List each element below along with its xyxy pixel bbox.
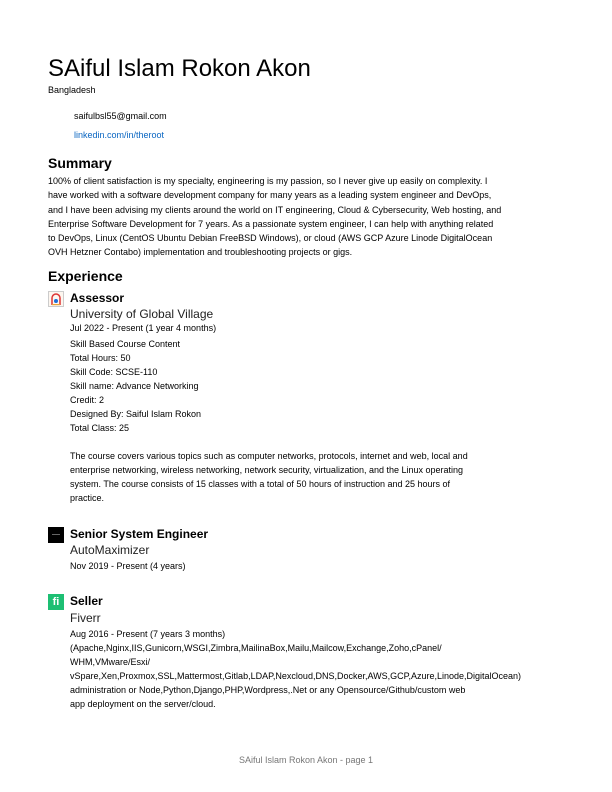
email[interactable]: saifulbsl55@gmail.com — [74, 111, 167, 121]
job-description-line: (Apache,Nginx,IIS,Gunicorn,WSGI,Zimbra,MailinaBox,Mailu,Mailcow,Exchange,Zoho,cPanel/ — [70, 643, 442, 653]
job-detail: Total Class: 25 — [70, 423, 130, 433]
company-name: AutoMaximizer — [70, 543, 150, 557]
fiverr-logo-icon — [48, 594, 64, 610]
job-title: Assessor — [70, 291, 125, 305]
job-description-line: system. The course consists of 15 classes with a total of 50 hours of instruction and 25 hours of — [70, 479, 451, 489]
job-description-line: enterprise networking, wireless networking, network security, virtualization, and the Linux operating — [70, 465, 464, 475]
page-footer: SAiful Islam Rokon Akon - page 1 — [238, 755, 374, 765]
job-title: Senior System Engineer — [70, 527, 209, 541]
job-description-line: administration or Node,Python,Django,PHP,Wordpress,.Net or any Opensource/Github/custom web — [70, 685, 466, 695]
job-description-line: vSpare,Xen,Proxmox,SSL,Mattermost,Gitlab,LDAP,Nexcloud,DNS,Docker,AWS,GCP,Azure,Linode,DigitalOcean) — [70, 671, 522, 681]
job-detail: Credit: 2 — [70, 395, 105, 405]
job-detail: Total Hours: 50 — [70, 353, 131, 363]
job-detail: Skill Based Course Content — [70, 339, 181, 349]
job-dates: Nov 2019 - Present (4 years) — [70, 561, 186, 571]
summary-line: OVH Hetzner Contabo) implementation and troubleshooting projects or gigs. — [48, 247, 353, 257]
job-detail: Designed By: Saiful Islam Rokon — [70, 409, 202, 419]
job-detail: Skill name: Advance Networking — [70, 381, 199, 391]
experience-heading: Experience — [48, 268, 123, 284]
job-description-line: WHM,VMware/Esxi/ — [70, 657, 151, 667]
location: Bangladesh — [48, 85, 96, 95]
summary-line: 100% of client satisfaction is my specialty, engineering is my passion, so I never give up easily on complexity. I — [48, 176, 488, 186]
job-description-line: The course covers various topics such as computer networks, protocols, internet and web, local and — [70, 451, 468, 461]
company-name: Fiverr — [70, 611, 101, 625]
summary-heading: Summary — [48, 155, 112, 171]
university-logo-icon — [48, 291, 64, 307]
linkedin-link[interactable]: linkedin.com/in/theroot — [74, 130, 165, 140]
job-dates: Jul 2022 - Present (1 year 4 months) — [70, 323, 217, 333]
fiverr-logo-text: fi — [52, 596, 60, 608]
company-name: University of Global Village — [70, 307, 214, 321]
job-description-line: practice. — [70, 493, 105, 503]
automaximizer-logo-icon — [48, 527, 64, 543]
summary-line: Enterprise Software Development for 7 years. As a passionate system engineer, I can help with anything related — [48, 219, 494, 229]
summary-line: have worked with a software development company for many years as a leading system engineer and DevOps, — [48, 190, 492, 200]
summary-line: and I have been advising my clients around the world on IT engineering, Cloud & Cybersecurity, Web hosting, and — [48, 205, 502, 215]
candidate-name: SAiful Islam Rokon Akon — [48, 55, 311, 82]
job-dates: Aug 2016 - Present (7 years 3 months) — [70, 629, 226, 639]
summary-line: to DevOps, Linux (CentOS Ubuntu Debian FreeBSD Windows), or cloud (AWS GCP Azure Linode DigitalOcean — [48, 233, 493, 243]
job-description-line: app deployment on the server/cloud. — [70, 699, 216, 709]
job-title: Seller — [70, 594, 103, 608]
job-detail: Skill Code: SCSE-110 — [70, 367, 158, 377]
